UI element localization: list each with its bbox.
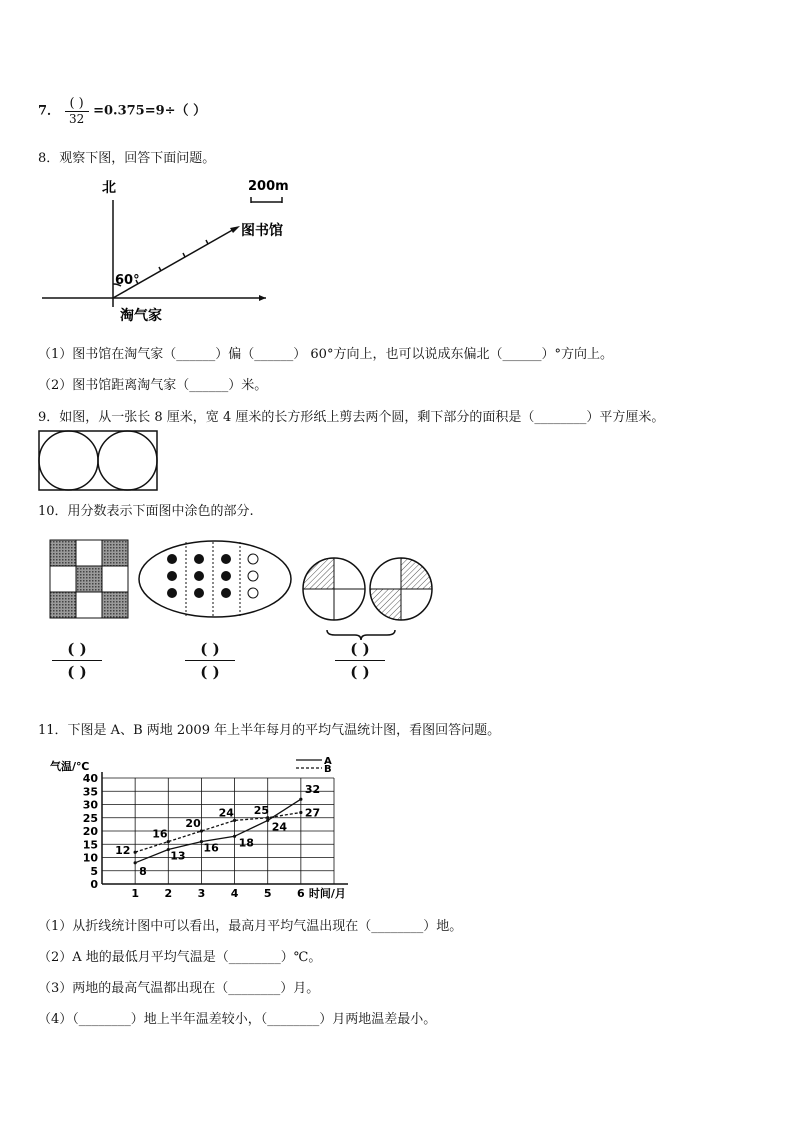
q11-title: 11．下图是 A、B 两地 2009 年上半年每月的平均气温统计图，看图回答问题。 [38,723,501,738]
data-label-A: 16 [203,841,219,855]
checker-square [50,540,128,618]
data-label-B: 27 [304,806,321,820]
x-tick-label: 4 [230,887,239,900]
y-tick-label: 35 [82,785,98,799]
q7-line [38,96,206,126]
data-label-B: 24 [218,806,234,820]
point-A [233,835,236,838]
data-label-A: 24 [271,820,288,834]
q7-rest: =0.375=9÷（ ） [93,103,207,119]
y-tick-label: 20 [82,825,98,838]
x-tick-label: 1 [131,887,139,900]
x-axis-label: 时间/月 [308,887,346,900]
y-axis-label: 气温/℃ [50,760,90,773]
q10-title: 10．用分数表示下面图中涂色的部分. [38,504,254,519]
q11-sub1: （1）从折线统计图中可以看出，最高月平均气温出现在（________）地。 [38,919,463,934]
q7-frac-den: 32 [68,112,85,126]
point-A [299,798,302,801]
x-tick-label: 2 [164,887,173,900]
q8-sub1: （1）图书馆在淘气家（______）偏（______） 60°方向上，也可以说成东偏北（______）°方向上。 [38,347,613,362]
temperature-line-chart [38,750,378,900]
fraction-blank-1[interactable]: ( ) ( ) [52,640,102,681]
circle-left [39,431,98,490]
y-tick-label: 40 [82,772,98,785]
point-B [134,851,137,854]
north-label: 北 [102,180,116,196]
angle-label: 60° [115,273,140,288]
q9-title: 9．如图，从一张长 8 厘米，宽 4 厘米的长方形纸上剪去两个圆，剩下部分的面积是（________）平方厘米。 [38,410,665,425]
q7-number: 7． [38,103,61,119]
fraction-blank-3[interactable]: ( ) ( ) [335,640,385,681]
x-tick-label: 6 [297,887,305,900]
q7-fraction [65,96,89,126]
q8-sub2: （2）图书馆距离淘气家（______）米。 [38,378,268,393]
y-tick-label: 5 [90,864,98,878]
q11-sub4: （4）（________）地上半年温差较小，（________）月两地温差最小。 [38,1012,437,1027]
q9-rectangle-figure [38,430,160,492]
q11-sub3: （3）两地的最高气温都出现在（________）月。 [38,981,320,996]
data-label-B: 25 [253,803,270,817]
data-label-A: 8 [139,864,147,878]
y-tick-label: 30 [82,798,98,812]
q10-figures [38,532,438,622]
scale-label: 200m [248,179,289,194]
x-tick-label: 5 [263,887,272,900]
point-A [134,861,137,864]
y-tick-label: 10 [82,851,98,865]
fraction-blank-2[interactable]: ( ) ( ) [185,640,235,681]
y-tick-label: 25 [82,811,98,825]
q8-map [38,172,298,332]
circle-right [98,431,157,490]
point-B [299,811,302,814]
q8-title: 8．观察下图，回答下面问题。 [38,151,216,166]
y-tick-label: 15 [82,838,98,852]
y-tick-label: 0 [90,878,98,891]
home-label: 淘气家 [120,308,162,324]
legend-label-B: B [324,764,332,775]
data-label-B: 12 [115,844,131,858]
data-label-A: 32 [304,783,321,797]
dot-oval [139,541,291,617]
q11-sub2: （2）A 地的最低月平均气温是（________）℃。 [38,950,322,965]
library-label: 图书馆 [241,223,283,239]
data-label-A: 18 [238,836,254,850]
q7-frac-num: ( ) [69,96,84,111]
data-label-B: 16 [152,827,168,841]
legend-label-A: A [324,756,332,767]
quarter-circles [303,558,432,620]
x-tick-label: 3 [197,887,206,900]
data-label-A: 13 [170,849,186,863]
data-label-B: 20 [185,817,201,830]
arrow-head-icon [230,226,240,233]
